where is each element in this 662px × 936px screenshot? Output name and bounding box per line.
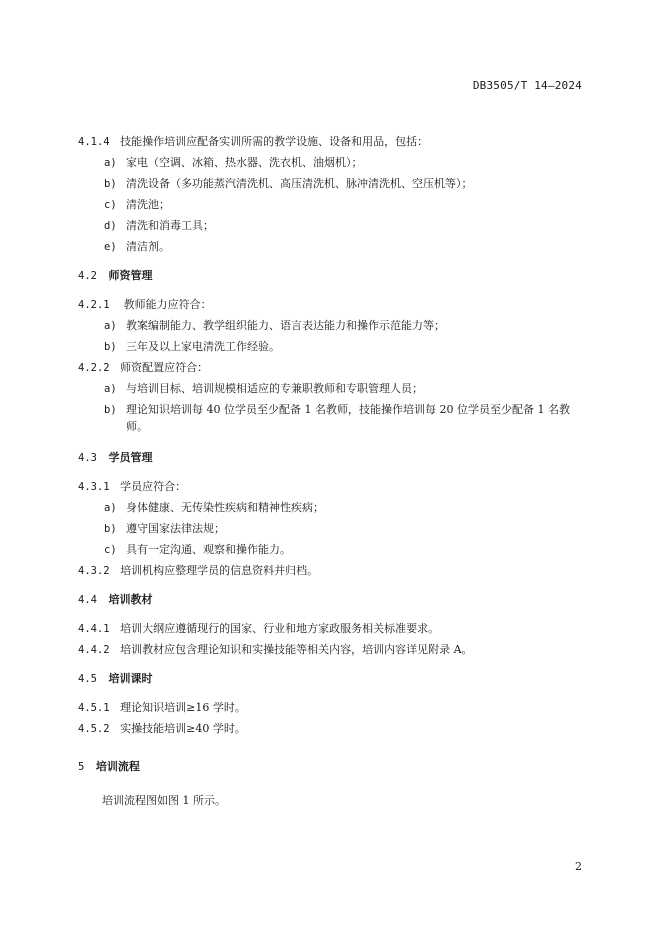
list-marker: b) (104, 178, 117, 190)
clause-text: 师资配置应符合： (120, 361, 209, 374)
clause-text: 学员应符合： (120, 480, 187, 493)
list-marker: c) (104, 544, 117, 556)
list-marker: d) (104, 220, 117, 232)
list-item-text: 清洗和消毒工具； (126, 219, 214, 232)
clause-4-5-1 (78, 701, 246, 715)
list-marker: a) (104, 383, 117, 395)
list-item-text: 清洁剂。 (126, 240, 170, 253)
section-title: 学员管理 (108, 451, 153, 464)
section-number: 4.5 (78, 673, 97, 685)
chapter-number: 5 (78, 761, 85, 773)
section-heading-4-2 (78, 269, 152, 283)
clause-4-4-2 (78, 643, 473, 657)
list-marker: a) (104, 320, 117, 332)
clause-number: 4.5.1 (78, 702, 110, 714)
clause-text: 培训教材应包含理论知识和实操技能等相关内容，培训内容详见附录 A。 (120, 643, 473, 656)
list-item (104, 319, 445, 333)
list-item (104, 240, 170, 254)
clause-number: 4.2.1 (78, 299, 110, 311)
clause-number: 4.1.4 (78, 136, 110, 148)
list-marker: a) (104, 502, 117, 514)
clause-4-3-1 (78, 480, 186, 494)
list-marker: a) (104, 157, 117, 169)
list-marker: b) (104, 404, 117, 416)
list-marker: b) (104, 341, 117, 353)
clause-text: 理论知识培训≥16 学时。 (120, 701, 246, 714)
list-item (104, 198, 170, 212)
list-item (104, 340, 280, 354)
list-marker: e) (104, 241, 117, 253)
page-number: 2 (575, 860, 582, 873)
clause-4-4-1 (78, 622, 439, 636)
list-item (104, 543, 291, 557)
section-heading-4-3 (78, 451, 152, 465)
list-marker: c) (104, 199, 117, 211)
list-item (104, 403, 570, 417)
section-title: 师资管理 (108, 269, 153, 282)
chapter-title: 培训流程 (95, 760, 140, 773)
list-item-text: 遵守国家法律法规； (126, 522, 225, 535)
clause-text: 培训大纲应遵循现行的国家、行业和地方家政服务相关标准要求。 (120, 622, 440, 635)
list-item (104, 501, 324, 515)
clause-text: 实操技能培训≥40 学时。 (120, 722, 246, 735)
section-heading-4-4 (78, 593, 152, 607)
clause-number: 4.3.2 (78, 565, 110, 577)
clause-4-5-2 (78, 722, 246, 736)
clause-text: 培训机构应整理学员的信息资料并归档。 (120, 564, 319, 577)
clause-4-2-2 (78, 361, 208, 375)
clause-4-1-4 (78, 135, 428, 149)
clause-text: 教师能力应符合： (123, 298, 212, 311)
list-item-text: 教案编制能力、教学组织能力、语言表达能力和操作示范能力等； (126, 319, 445, 332)
list-item-text: 家电（空调、冰箱、热水器、洗衣机、油烟机）； (126, 156, 363, 169)
section-heading-4-5 (78, 672, 152, 686)
clause-number: 4.4.2 (78, 644, 110, 656)
list-item-text: 清洗设备（多功能蒸汽清洗机、高压清洗机、脉冲清洗机、空压机等）； (126, 177, 473, 190)
section-number: 4.4 (78, 594, 97, 606)
section-title: 培训教材 (108, 593, 153, 606)
list-item-text: 理论知识培训每 40 位学员至少配备 1 名教师，技能操作培训每 20 位学员至少配备 1 名教 (126, 403, 570, 416)
clause-4-3-2 (78, 564, 318, 578)
list-item (104, 156, 363, 170)
list-item-text: 与培训目标、培训规模相适应的专兼职教师和专职管理人员； (126, 382, 423, 395)
list-item (104, 382, 423, 396)
document-code: DB3505/T 14—2024 (472, 79, 582, 92)
section-number: 4.2 (78, 270, 97, 282)
clause-number: 4.4.1 (78, 623, 110, 635)
section-number: 4.3 (78, 452, 97, 464)
clause-text: 技能操作培训应配备实训所需的教学设施、设备和用品，包括： (120, 135, 429, 148)
list-item-text: 三年及以上家电清洗工作经验。 (126, 340, 280, 353)
body-paragraph: 培训流程图如图 1 所示。 (102, 794, 226, 807)
list-item-text: 身体健康、无传染性疾病和精神性疾病； (126, 501, 324, 514)
list-item (104, 522, 225, 536)
list-item-text: 具有一定沟通、观察和操作能力。 (126, 543, 291, 556)
clause-number: 4.5.2 (78, 723, 110, 735)
list-item (104, 177, 473, 191)
clause-number: 4.3.1 (78, 481, 110, 493)
clause-4-2-1 (78, 298, 212, 312)
clause-number: 4.2.2 (78, 362, 110, 374)
list-item-text: 清洗池； (126, 198, 170, 211)
list-item (104, 219, 214, 233)
section-title: 培训课时 (108, 672, 153, 685)
list-marker: b) (104, 523, 117, 535)
chapter-heading-5 (78, 760, 140, 774)
list-item-continuation: 师。 (126, 420, 148, 433)
